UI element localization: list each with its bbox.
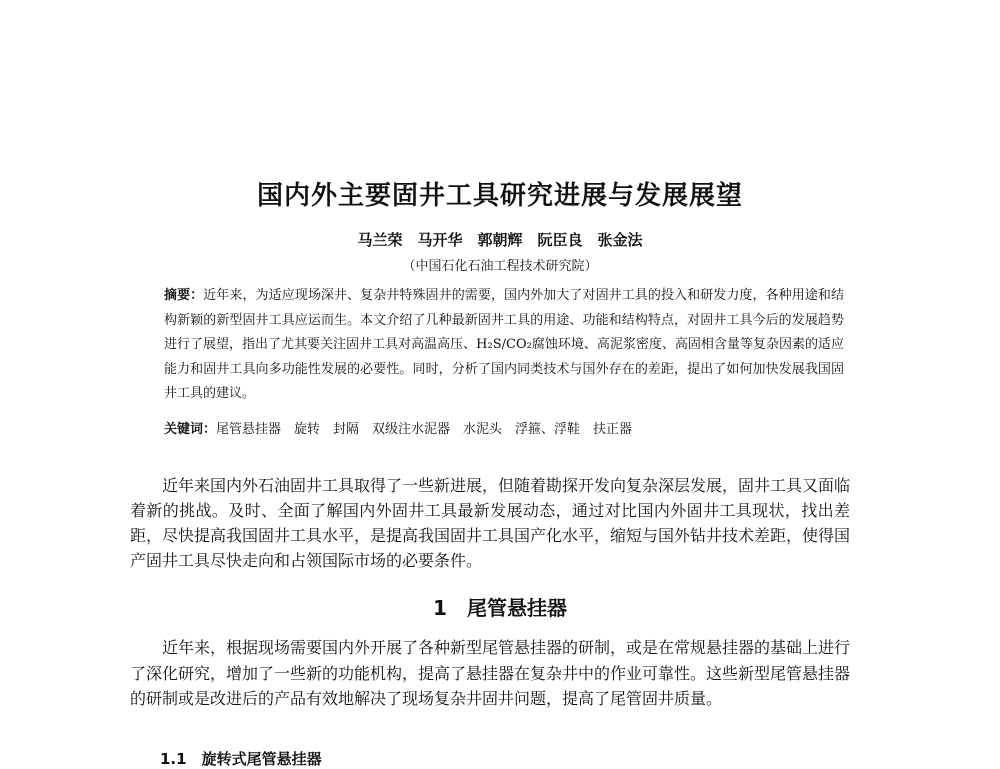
section-1-heading: 1 尾管悬挂器 [433,596,567,620]
subsection-1-1-heading: 1.1 旋转式尾管悬挂器 [160,750,322,768]
paper-title: 国内外主要固井工具研究进展与发展展望 [256,181,743,211]
abstract [164,284,844,407]
keywords [164,418,844,442]
section-1-paragraph: 近年来，根据现场需要国内外开展了各种新型尾管悬挂器的研制，或是在常规悬挂器的基础上进行了深化研究，增加了一些新的功能机构，提高了悬挂器在复杂井中的作业可靠性。这些新型尾管悬挂器的研制或是改进后的产品有效地解决了现场复杂井固井问题，提高了尾管固井质量。 [130,638,851,708]
affiliation: （中国石化石油工程技术研究院） [402,259,598,274]
abstract-text: 近年来，为适应现场深井、复杂井特殊固井的需要，国内外加大了对固井工具的投入和研发力度，各种用途和结构新颖的新型固井工具应运而生。本文介绍了几种最新固井工具的用途、功能和结构特点，对固井工具今后的发展趋势进行了展望，指出了尤其要关注固井工具对高温高压、H₂S/CO₂腐蚀环境、高泥浆密度、高固相含量等复杂因素的适应能力和固井工具向多功能性发展的必要性。同时，分析了国内同类技术与国外存在的差距，提出了如何加快发展我国固井工具的建议。 [164,288,844,401]
keywords-text: 尾管悬挂器 旋转 封隔 双级注水泥器 水泥头 浮箍、浮鞋 扶正器 [216,422,633,437]
intro-paragraph: 近年来国内外石油固井工具取得了一些新进展，但随着勘探开发向复杂深层发展，固井工具又面临着新的挑战。及时、全面了解国内外固井工具最新发展动态，通过对比国内外固井工具现状，找出差距，尽快提高我国固井工具水平，是提高我国固井工具国产化水平，缩短与国外钻井技术差距，使得国产固井工具尽快走向和占领国际市场的必要条件。 [130,476,851,570]
keywords-label: 关键词： [164,422,217,437]
author-list: 马兰荣 马开华 郭朝辉 阮臣良 张金法 [357,231,643,249]
abstract-label: 摘要： [164,288,204,303]
